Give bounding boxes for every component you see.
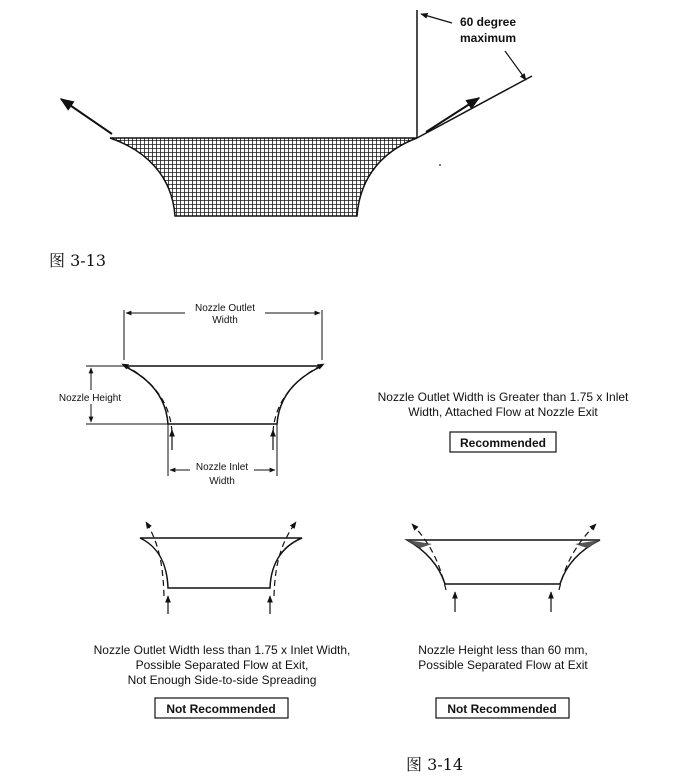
annotation-leader-top bbox=[421, 14, 452, 23]
short-nozzle-outline bbox=[407, 540, 600, 584]
narrow-badge: Not Recommended bbox=[166, 702, 276, 716]
sixty-degree-reference-line bbox=[417, 76, 532, 138]
narrow-description-line-1: Nozzle Outlet Width less than 1.75 x Inlet Width, bbox=[93, 643, 351, 657]
short-badge: Not Recommended bbox=[447, 702, 557, 716]
annotation-line-2: maximum bbox=[460, 31, 517, 45]
figure-3-14-caption: 图 3-14 bbox=[406, 755, 464, 774]
short-description-line-1: Nozzle Height less than 60 mm, bbox=[418, 643, 588, 657]
recommended-nozzle-diagram bbox=[52, 302, 324, 487]
short-description-line-2: Possible Separated Flow at Exit bbox=[418, 658, 588, 672]
annotation-line-1: 60 degree bbox=[460, 15, 517, 29]
recommended-nozzle-outline bbox=[124, 366, 322, 424]
narrow-nozzle-diagram bbox=[140, 522, 302, 614]
annotation-leader-bottom bbox=[505, 51, 526, 80]
figure-3-13 bbox=[61, 10, 532, 216]
recommended-description-line-1: Nozzle Outlet Width is Greater than 1.75 x Inlet bbox=[377, 390, 629, 404]
figure-3-13-caption: 图 3-13 bbox=[49, 251, 107, 270]
outlet-width-label-1: Nozzle Outlet bbox=[194, 303, 256, 314]
left-flow-arrow bbox=[61, 99, 112, 134]
inlet-width-label-2: Width bbox=[209, 476, 235, 487]
narrow-description-line-2: Possible Separated Flow at Exit, bbox=[135, 658, 309, 672]
outlet-width-label-2: Width bbox=[212, 315, 238, 326]
recommended-description-line-2: Width, Attached Flow at Nozzle Exit bbox=[408, 405, 598, 419]
recommended-badge: Recommended bbox=[459, 436, 547, 450]
meshed-nozzle-shape bbox=[110, 138, 417, 216]
nozzle-height-label: Nozzle Height bbox=[58, 393, 122, 404]
inlet-width-label-1: Nozzle Inlet bbox=[195, 462, 249, 473]
narrow-description-line-3: Not Enough Side-to-side Spreading bbox=[127, 673, 317, 687]
right-flow-arrow bbox=[426, 98, 479, 132]
short-nozzle-diagram bbox=[407, 524, 600, 612]
